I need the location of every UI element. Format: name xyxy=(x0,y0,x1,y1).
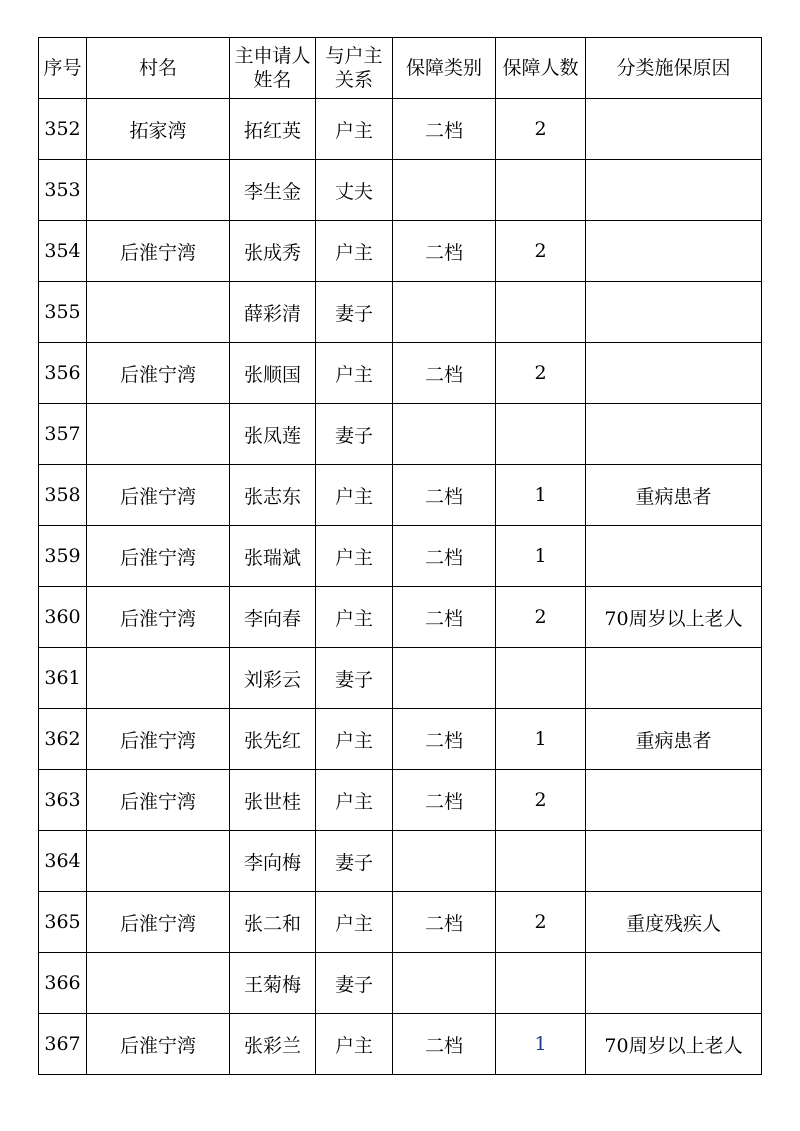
cell-count: 2 xyxy=(496,770,586,831)
cell-category: 二档 xyxy=(393,99,496,160)
table-row xyxy=(39,160,762,221)
cell-applicant-name: 薛彩清 xyxy=(230,282,316,343)
cell-applicant-name: 张凤莲 xyxy=(230,404,316,465)
cell-village: 后淮宁湾 xyxy=(87,892,230,953)
cell-reason xyxy=(586,282,762,343)
cell-reason xyxy=(586,99,762,160)
cell-village xyxy=(87,404,230,465)
cell-village xyxy=(87,953,230,1014)
cell-count: 1 xyxy=(496,465,586,526)
cell-applicant-name: 李向梅 xyxy=(230,831,316,892)
cell-reason: 重病患者 xyxy=(586,465,762,526)
cell-applicant-name: 张成秀 xyxy=(230,221,316,282)
header-village: 村名 xyxy=(87,38,230,99)
table-header xyxy=(39,38,762,99)
cell-village: 后淮宁湾 xyxy=(87,221,230,282)
cell-village: 拓家湾 xyxy=(87,99,230,160)
cell-applicant-name: 张二和 xyxy=(230,892,316,953)
cell-seq: 365 xyxy=(39,892,87,953)
cell-seq: 363 xyxy=(39,770,87,831)
table-row xyxy=(39,648,762,709)
table-row xyxy=(39,465,762,526)
cell-reason xyxy=(586,526,762,587)
cell-category: 二档 xyxy=(393,1014,496,1075)
table-row xyxy=(39,892,762,953)
cell-reason xyxy=(586,770,762,831)
cell-seq: 353 xyxy=(39,160,87,221)
cell-relation: 户主 xyxy=(316,221,393,282)
cell-reason xyxy=(586,648,762,709)
cell-relation: 户主 xyxy=(316,709,393,770)
cell-category: 二档 xyxy=(393,587,496,648)
cell-count xyxy=(496,160,586,221)
cell-count: 1 xyxy=(496,709,586,770)
cell-relation: 妻子 xyxy=(316,831,393,892)
header-applicant: 主申请人姓名 xyxy=(230,38,316,99)
cell-count xyxy=(496,953,586,1014)
cell-category: 二档 xyxy=(393,709,496,770)
cell-seq: 367 xyxy=(39,1014,87,1075)
cell-applicant-name: 拓红英 xyxy=(230,99,316,160)
cell-count xyxy=(496,404,586,465)
cell-category: 二档 xyxy=(393,465,496,526)
cell-seq: 366 xyxy=(39,953,87,1014)
table-row xyxy=(39,953,762,1014)
cell-seq: 356 xyxy=(39,343,87,404)
cell-reason: 70周岁以上老人 xyxy=(586,587,762,648)
cell-count: 1 xyxy=(496,526,586,587)
cell-relation: 户主 xyxy=(316,1014,393,1075)
table-row xyxy=(39,404,762,465)
cell-relation: 户主 xyxy=(316,99,393,160)
cell-category xyxy=(393,648,496,709)
table-row xyxy=(39,831,762,892)
cell-category: 二档 xyxy=(393,343,496,404)
table-body xyxy=(39,99,762,1075)
cell-applicant-name: 张顺国 xyxy=(230,343,316,404)
cell-count: 2 xyxy=(496,343,586,404)
table-row xyxy=(39,99,762,160)
cell-village xyxy=(87,648,230,709)
cell-village xyxy=(87,282,230,343)
cell-count: 2 xyxy=(496,892,586,953)
cell-relation: 户主 xyxy=(316,343,393,404)
cell-category xyxy=(393,953,496,1014)
cell-relation: 户主 xyxy=(316,465,393,526)
cell-village: 后淮宁湾 xyxy=(87,709,230,770)
table-row xyxy=(39,526,762,587)
table-row xyxy=(39,221,762,282)
cell-village: 后淮宁湾 xyxy=(87,587,230,648)
cell-category: 二档 xyxy=(393,526,496,587)
header-count: 保障人数 xyxy=(496,38,586,99)
cell-reason xyxy=(586,343,762,404)
assistance-roster-table xyxy=(38,37,762,1075)
cell-seq: 358 xyxy=(39,465,87,526)
cell-relation: 妻子 xyxy=(316,282,393,343)
cell-seq: 361 xyxy=(39,648,87,709)
cell-relation: 户主 xyxy=(316,587,393,648)
cell-village xyxy=(87,831,230,892)
cell-village: 后淮宁湾 xyxy=(87,770,230,831)
cell-relation: 妻子 xyxy=(316,404,393,465)
cell-reason xyxy=(586,160,762,221)
cell-applicant-name: 王菊梅 xyxy=(230,953,316,1014)
cell-applicant-name: 李生金 xyxy=(230,160,316,221)
header-category: 保障类别 xyxy=(393,38,496,99)
table-row xyxy=(39,709,762,770)
cell-relation: 丈夫 xyxy=(316,160,393,221)
cell-applicant-name: 李向春 xyxy=(230,587,316,648)
cell-category: 二档 xyxy=(393,770,496,831)
cell-applicant-name: 张志东 xyxy=(230,465,316,526)
cell-reason: 重病患者 xyxy=(586,709,762,770)
cell-reason: 重度残疾人 xyxy=(586,892,762,953)
table-row xyxy=(39,343,762,404)
cell-relation: 妻子 xyxy=(316,953,393,1014)
cell-category: 二档 xyxy=(393,221,496,282)
cell-seq: 359 xyxy=(39,526,87,587)
cell-seq: 355 xyxy=(39,282,87,343)
header-row xyxy=(39,38,762,99)
header-seq: 序号 xyxy=(39,38,87,99)
table-row xyxy=(39,1014,762,1075)
cell-relation: 户主 xyxy=(316,526,393,587)
cell-village: 后淮宁湾 xyxy=(87,526,230,587)
cell-category xyxy=(393,404,496,465)
cell-seq: 362 xyxy=(39,709,87,770)
cell-category: 二档 xyxy=(393,892,496,953)
cell-village: 后淮宁湾 xyxy=(87,465,230,526)
cell-applicant-name: 刘彩云 xyxy=(230,648,316,709)
table-row xyxy=(39,282,762,343)
cell-reason xyxy=(586,831,762,892)
cell-category xyxy=(393,160,496,221)
cell-seq: 357 xyxy=(39,404,87,465)
cell-count xyxy=(496,831,586,892)
cell-count: 2 xyxy=(496,587,586,648)
cell-count: 1 xyxy=(496,1014,586,1075)
table-row xyxy=(39,587,762,648)
cell-applicant-name: 张彩兰 xyxy=(230,1014,316,1075)
cell-village xyxy=(87,160,230,221)
cell-reason: 70周岁以上老人 xyxy=(586,1014,762,1075)
cell-relation: 户主 xyxy=(316,892,393,953)
cell-relation: 妻子 xyxy=(316,648,393,709)
table-row xyxy=(39,770,762,831)
cell-count: 2 xyxy=(496,221,586,282)
header-relation: 与户主关系 xyxy=(316,38,393,99)
cell-reason xyxy=(586,404,762,465)
cell-count xyxy=(496,648,586,709)
cell-applicant-name: 张世桂 xyxy=(230,770,316,831)
cell-seq: 360 xyxy=(39,587,87,648)
cell-reason xyxy=(586,953,762,1014)
cell-applicant-name: 张先红 xyxy=(230,709,316,770)
cell-village: 后淮宁湾 xyxy=(87,343,230,404)
cell-applicant-name: 张瑞斌 xyxy=(230,526,316,587)
cell-seq: 352 xyxy=(39,99,87,160)
cell-count xyxy=(496,282,586,343)
cell-seq: 364 xyxy=(39,831,87,892)
cell-reason xyxy=(586,221,762,282)
cell-village: 后淮宁湾 xyxy=(87,1014,230,1075)
cell-category xyxy=(393,282,496,343)
cell-seq: 354 xyxy=(39,221,87,282)
cell-count: 2 xyxy=(496,99,586,160)
cell-category xyxy=(393,831,496,892)
header-reason: 分类施保原因 xyxy=(586,38,762,99)
cell-relation: 户主 xyxy=(316,770,393,831)
